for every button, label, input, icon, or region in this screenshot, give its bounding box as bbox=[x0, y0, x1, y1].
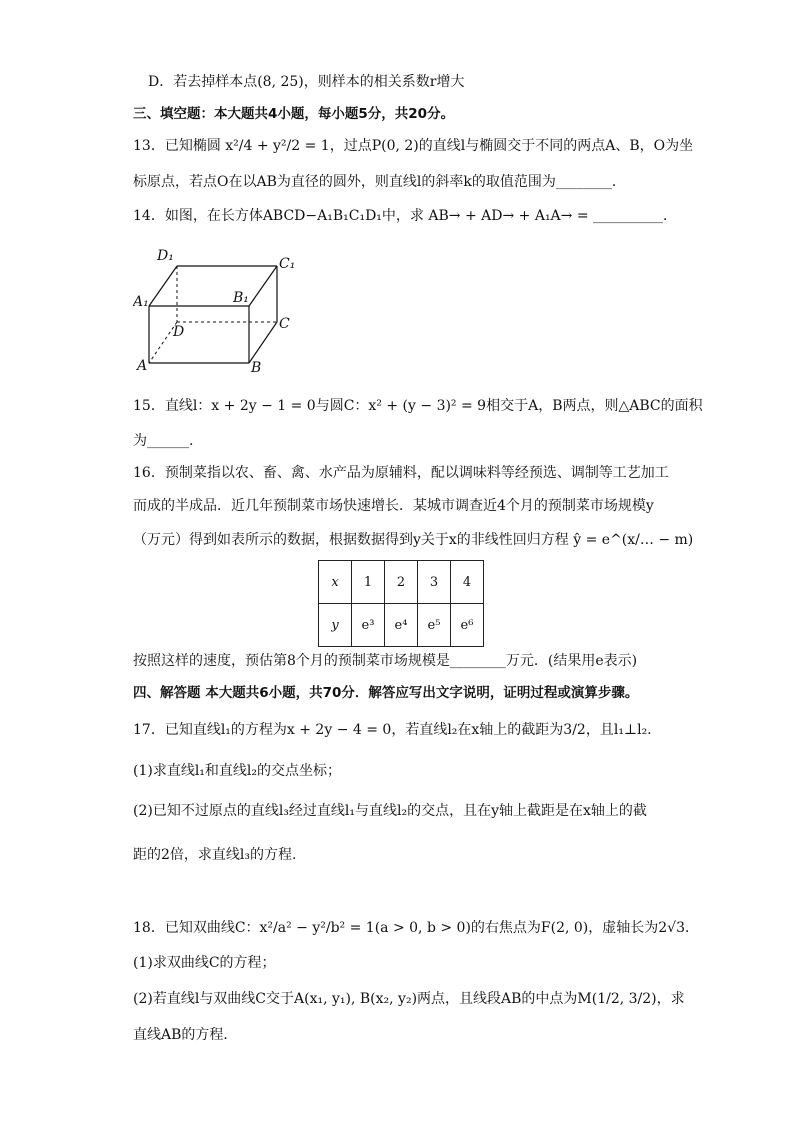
q15-line1: 15．直线l：x + 2y − 1 = 0与圆C：x² + (y − 3)² = 9相交于A，B两点，则△ABC的面积 bbox=[133, 398, 703, 414]
q18-part2-line1: (2)若直线l与双曲线C交于A(x₁, y₁), B(x₂, y₂)两点，且线段AB的中点为M(1/2, 3/2)，求 bbox=[133, 991, 685, 1007]
table-cell: e⁶ bbox=[451, 604, 484, 647]
table-cell: 2 bbox=[385, 561, 418, 604]
table-cell: e⁴ bbox=[385, 604, 418, 647]
q17-line1: 17．已知直线l₁的方程为x + 2y − 4 = 0，若直线l₂在x轴上的截距为3/2，且l₁⊥l₂. bbox=[133, 722, 652, 738]
table-row-x bbox=[319, 561, 484, 604]
label-c1: C₁ bbox=[279, 256, 296, 272]
option-d: D．若去掉样本点(8, 25)，则样本的相关系数r增大 bbox=[148, 74, 465, 90]
table-cell: 4 bbox=[451, 561, 484, 604]
label-a1: A₁ bbox=[133, 294, 149, 310]
q14-line: 14．如图，在长方体ABCD−A₁B₁C₁D₁中，求 AB→ + AD→ + A₁A→ = __________． bbox=[133, 208, 678, 224]
label-d1: D₁ bbox=[157, 248, 174, 264]
label-b1: B₁ bbox=[233, 290, 249, 306]
table-cell: 1 bbox=[352, 561, 385, 604]
table-cell: 3 bbox=[418, 561, 451, 604]
cuboid-figure bbox=[133, 238, 313, 378]
label-d: D bbox=[173, 324, 185, 340]
table-cell: y bbox=[319, 604, 352, 647]
q16-line4: 按照这样的速度，预估第8个月的预制菜市场规模是________万元．(结果用e表示) bbox=[133, 653, 638, 669]
q13-line1: 13．已知椭圆 x²/4 + y²/2 = 1，过点P(0, 2)的直线l与椭圆交于不同的两点A、B，O为坐 bbox=[133, 138, 694, 154]
q17-part2-line2: 距的2倍，求直线l₃的方程. bbox=[133, 847, 297, 863]
q18-part1: (1)求双曲线C的方程； bbox=[133, 955, 276, 971]
q18-line1: 18．已知双曲线C：x²/a² − y²/b² = 1(a > 0, b > 0)的右焦点为F(2, 0)，虚轴长为2√3． bbox=[133, 920, 699, 936]
table-cell: e⁵ bbox=[418, 604, 451, 647]
edge-a1d1 bbox=[149, 266, 177, 306]
q13-line2: 标原点，若点O在以AB为直径的圆外，则直线l的斜率k的取值范围为________． bbox=[133, 174, 626, 190]
q16-line3: （万元）得到如表所示的数据，根据数据得到y关于x的非线性回归方程 ŷ = e^(x/… − m) bbox=[133, 532, 694, 548]
section-answer-heading: 四、解答题 本大题共6小题，共70分．解答应写出文字说明，证明过程或演算步骤。 bbox=[133, 685, 639, 701]
q18-part2-line2: 直线AB的方程． bbox=[133, 1027, 238, 1043]
table-cell: e³ bbox=[352, 604, 385, 647]
edge-c1b1 bbox=[249, 266, 277, 306]
table-row-y bbox=[319, 604, 484, 647]
edge-cb bbox=[249, 322, 277, 363]
q17-part1: (1)求直线l₁和直线l₂的交点坐标； bbox=[133, 763, 342, 779]
section-fill-in-heading: 三、填空题：本大题共4小题，每小题5分，共20分。 bbox=[133, 106, 455, 122]
q16-line1: 16．预制菜指以农、畜、禽、水产品为原辅料，配以调味料等经预选、调制等工艺加工 bbox=[133, 465, 669, 481]
label-b: B bbox=[251, 360, 262, 376]
table-cell: x bbox=[319, 561, 352, 604]
data-table bbox=[318, 560, 484, 647]
q16-line2: 而成的半成品．近几年预制菜市场快速增长．某城市调查近4个月的预制菜市场规模y bbox=[133, 498, 654, 514]
label-a: A bbox=[137, 358, 148, 374]
q17-part2-line1: (2)已知不过原点的直线l₃经过直线l₁与直线l₂的交点，且在y轴上截距是在x轴上的截 bbox=[133, 803, 647, 819]
q15-line2: 为______. bbox=[133, 433, 194, 449]
label-c: C bbox=[279, 316, 290, 332]
